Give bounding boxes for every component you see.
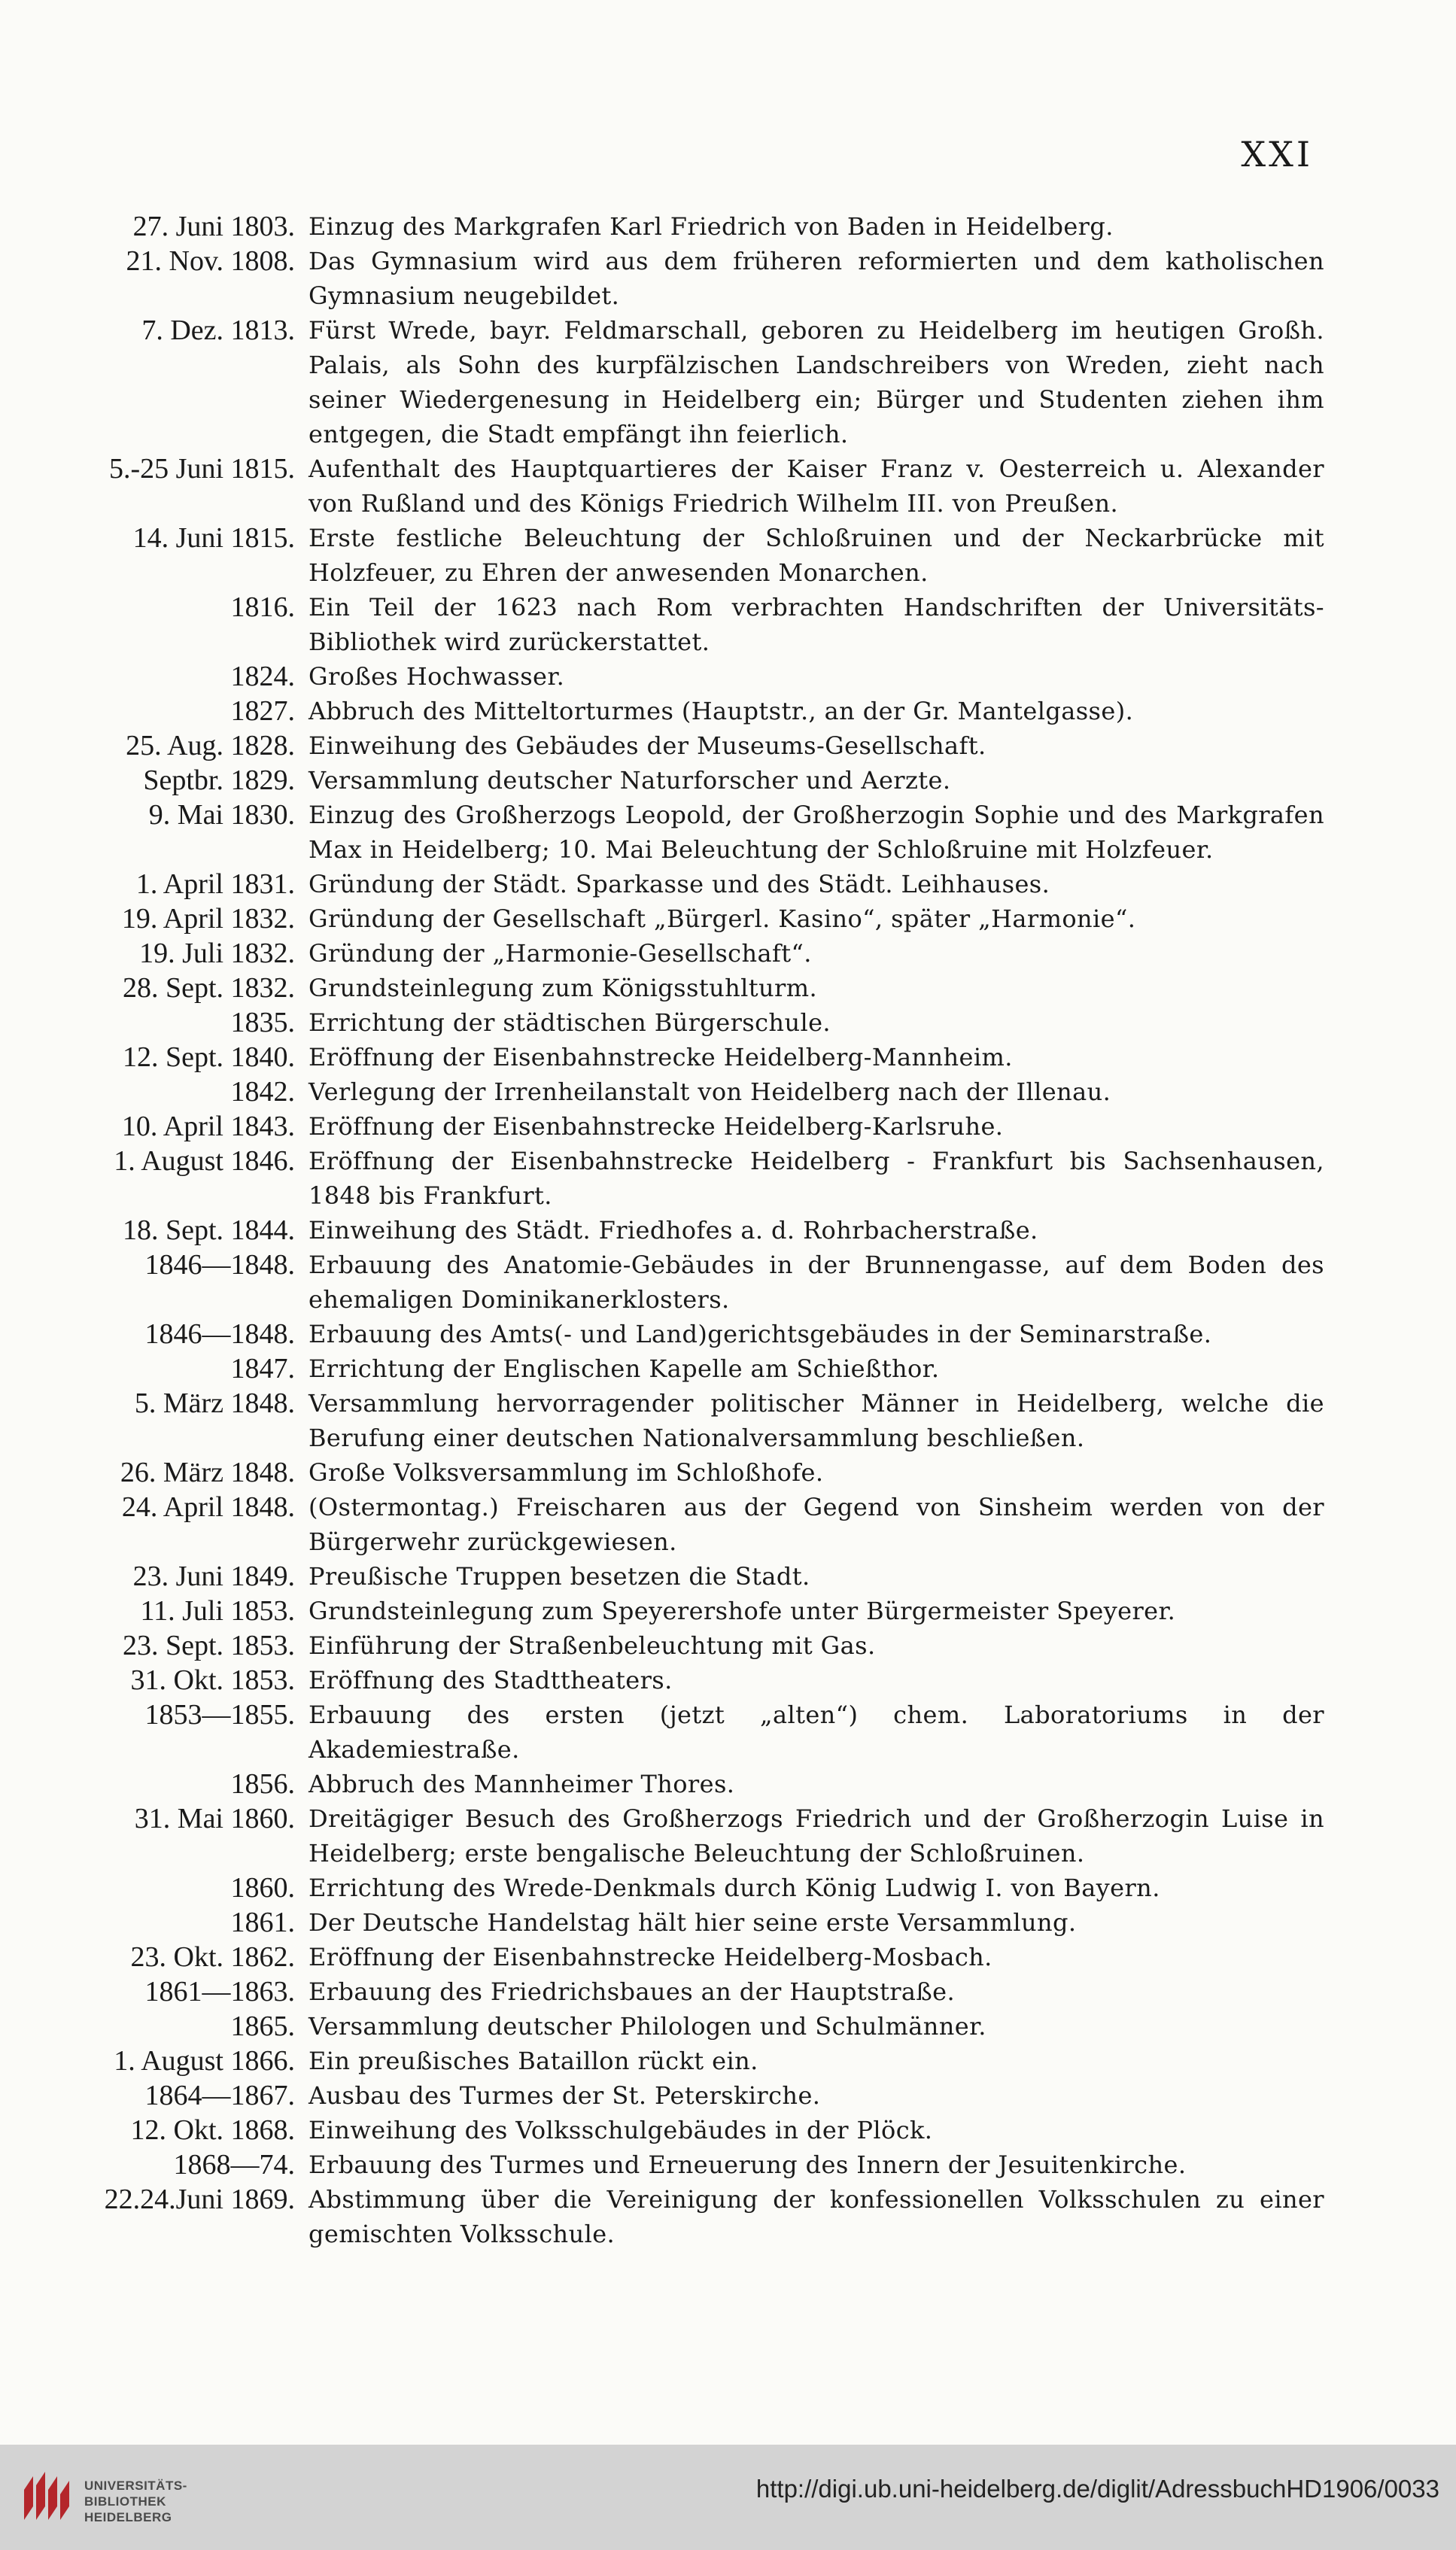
entry-text: Versammlung hervorragender politischer Männer in Heidelberg, welche die Berufung einer deutschen Nationalversammlung beschließen. bbox=[309, 1389, 1324, 1452]
university-library-logo-icon bbox=[17, 2467, 77, 2527]
chronicle-entry bbox=[60, 1317, 1324, 1351]
entry-text: Erbauung des Amts(- und Land)gerichtsgebäudes in der Seminarstraße. bbox=[309, 1320, 1212, 1348]
entry-text: Einführung der Straßenbeleuchtung mit Gas. bbox=[309, 1631, 876, 1660]
chronicle-entry bbox=[60, 659, 1324, 694]
entry-date: 1846—1848. bbox=[144, 1249, 295, 1281]
chronicle-entry bbox=[60, 2009, 1324, 2044]
entry-date: 23. Okt. 1862. bbox=[130, 1941, 295, 1973]
chronicle-entry bbox=[60, 1940, 1324, 1974]
footer-bar bbox=[0, 2445, 1456, 2550]
entry-text: Eröffnung der Eisenbahnstrecke Heidelberg-Karlsruhe. bbox=[309, 1112, 1004, 1141]
chronicle-entry bbox=[60, 901, 1324, 936]
entry-date: 25. Aug. 1828. bbox=[126, 730, 295, 761]
chronicle-entry bbox=[60, 1386, 1324, 1455]
entry-text: Ein preußisches Bataillon rückt ein. bbox=[309, 2047, 758, 2075]
entry-date: 1827. bbox=[230, 695, 295, 727]
entry-date: 19. April 1832. bbox=[121, 903, 295, 935]
chronicle-entry bbox=[60, 1801, 1324, 1871]
chronicle-entry bbox=[60, 1697, 1324, 1767]
entry-date: Septbr. 1829. bbox=[143, 764, 295, 796]
chronicle-entry bbox=[60, 867, 1324, 901]
entry-date: 28. Sept. 1832. bbox=[122, 972, 295, 1004]
entry-text: Große Volksversammlung im Schloßhofe. bbox=[309, 1458, 824, 1487]
entry-text: Verlegung der Irrenheilanstalt von Heidelberg nach der Illenau. bbox=[309, 1077, 1111, 1106]
entry-date: 1865. bbox=[230, 2011, 295, 2042]
entry-date: 1853—1855. bbox=[144, 1699, 295, 1731]
chronicle-entry bbox=[60, 1490, 1324, 1559]
entry-date: 5.-25 Juni 1815. bbox=[109, 453, 295, 485]
entry-date: 26. März 1848. bbox=[120, 1457, 295, 1488]
entry-text: Errichtung des Wrede-Denkmals durch König Ludwig I. von Bayern. bbox=[309, 1874, 1160, 1902]
entry-text: Eröffnung der Eisenbahnstrecke Heidelberg-Mannheim. bbox=[309, 1043, 1013, 1071]
entry-date: 1864—1867. bbox=[144, 2080, 295, 2111]
entry-text: Erbauung des ersten (jetzt „alten“) chem. Laboratoriums in der Akademiestraße. bbox=[309, 1701, 1324, 1764]
entry-date: 24. April 1848. bbox=[121, 1491, 295, 1523]
library-name-line: UNIVERSITÄTS- bbox=[84, 2479, 187, 2493]
entry-date: 1846—1848. bbox=[144, 1318, 295, 1350]
entry-text: Dreitägiger Besuch des Großherzogs Friedrich und der Großherzogin Luise in Heidelberg; erste bengalische Beleuchtung der Schloßruinen. bbox=[309, 1804, 1324, 1868]
entry-date: 31. Mai 1860. bbox=[134, 1803, 295, 1834]
chronicle-entry bbox=[60, 209, 1324, 244]
entry-text: Abstimmung über die Vereinigung der konfessionellen Volksschulen zu einer gemischten Volksschule. bbox=[309, 2185, 1324, 2248]
entry-date: 1868—74. bbox=[173, 2149, 295, 2181]
entry-date: 22.24.Juni 1869. bbox=[104, 2184, 295, 2215]
chronicle-entry bbox=[60, 244, 1324, 313]
chronicle-entry bbox=[60, 590, 1324, 659]
entry-date: 10. April 1843. bbox=[121, 1111, 295, 1142]
chronicle-entry bbox=[60, 1628, 1324, 1663]
entry-text: Aufenthalt des Hauptquartieres der Kaiser Franz v. Oesterreich u. Alexander von Rußland und des Königs Friedrich Wilhelm III. von Preußen. bbox=[309, 454, 1324, 518]
chronicle-entry bbox=[60, 1213, 1324, 1248]
entry-date: 23. Juni 1849. bbox=[132, 1561, 295, 1592]
entry-text: Gründung der „Harmonie-Gesellschaft“. bbox=[309, 939, 812, 968]
chronicle-entry bbox=[60, 1559, 1324, 1594]
entry-text: Grundsteinlegung zum Königsstuhlturm. bbox=[309, 974, 818, 1002]
entry-text: Einweihung des Städt. Friedhofes a. d. Rohrbacherstraße. bbox=[309, 1216, 1038, 1245]
chronicle-entry bbox=[60, 1074, 1324, 1109]
entry-text: Ein Teil der 1623 nach Rom verbrachten Handschriften der Universitäts-Bibliothek wird zurückerstattet. bbox=[309, 593, 1324, 656]
chronicle-entry bbox=[60, 2182, 1324, 2251]
entry-date: 1. August 1866. bbox=[114, 2045, 295, 2077]
entry-text: Fürst Wrede, bayr. Feldmarschall, geboren zu Heidelberg im heutigen Großh. Palais, als Sohn des kurpfälzischen Landschreibers von Wreden, zieht nach seiner Wiedergenesung in Heidelberg ein; Bürger und Studenten ziehen ihm entgegen, die Stadt empfängt ihn feierlich. bbox=[309, 316, 1324, 448]
chronicle-entry bbox=[60, 1144, 1324, 1213]
entry-date: 23. Sept. 1853. bbox=[122, 1630, 295, 1661]
source-url-link[interactable]: http://digi.ub.uni-heidelberg.de/diglit/AdressbuchHD1906/0033 bbox=[755, 2475, 1439, 2503]
chronicle-entry bbox=[60, 1663, 1324, 1697]
entry-date: 7. Dez. 1813. bbox=[141, 315, 295, 346]
entry-date: 18. Sept. 1844. bbox=[122, 1214, 295, 1246]
entry-date: 1816. bbox=[230, 591, 295, 623]
chronicle-entry bbox=[60, 1351, 1324, 1386]
chronicle-entry bbox=[60, 1974, 1324, 2009]
chronicle-entry bbox=[60, 1455, 1324, 1490]
entry-text: Abbruch des Mannheimer Thores. bbox=[309, 1770, 735, 1798]
entry-date: 12. Sept. 1840. bbox=[122, 1041, 295, 1073]
chronicle-entry bbox=[60, 521, 1324, 590]
entry-text: Erbauung des Anatomie-Gebäudes in der Brunnengasse, auf dem Boden des ehemaligen Dominikanerklosters. bbox=[309, 1251, 1324, 1314]
entry-text: Einzug des Großherzogs Leopold, der Großherzogin Sophie und des Markgrafen Max in Heidelberg; 10. Mai Beleuchtung der Schloßruine mit Holzfeuer. bbox=[309, 801, 1324, 864]
library-name bbox=[84, 2478, 187, 2525]
entry-text: Abbruch des Mitteltorturmes (Hauptstr., an der Gr. Mantelgasse). bbox=[309, 697, 1134, 725]
entry-text: Erste festliche Beleuchtung der Schloßruinen und der Neckarbrücke mit Holzfeuer, zu Ehren der anwesenden Monarchen. bbox=[309, 524, 1324, 587]
entry-date: 1835. bbox=[230, 1007, 295, 1038]
chronicle-entry bbox=[60, 451, 1324, 521]
entry-text: Ausbau des Turmes der St. Peterskirche. bbox=[309, 2081, 821, 2110]
entry-date: 1860. bbox=[230, 1872, 295, 1904]
chronicle-entry bbox=[60, 694, 1324, 728]
entry-text: Der Deutsche Handelstag hält hier seine erste Versammlung. bbox=[309, 1908, 1077, 1937]
entry-date: 1856. bbox=[230, 1768, 295, 1800]
chronicle-entry bbox=[60, 1248, 1324, 1317]
entry-text: Einzug des Markgrafen Karl Friedrich von Baden in Heidelberg. bbox=[309, 212, 1114, 241]
entry-date: 1861—1863. bbox=[144, 1976, 295, 2007]
entry-date: 1. April 1831. bbox=[135, 868, 295, 900]
entry-date: 21. Nov. 1808. bbox=[126, 245, 295, 277]
entry-text: Einweihung des Volksschulgebäudes in der Plöck. bbox=[309, 2116, 933, 2144]
entry-text: Versammlung deutscher Philologen und Schulmänner. bbox=[309, 2012, 986, 2041]
entry-text: (Ostermontag.) Freischaren aus der Gegend von Sinsheim werden von der Bürgerwehr zurückgewiesen. bbox=[309, 1493, 1324, 1556]
chronicle-entry bbox=[60, 763, 1324, 798]
entry-date: 1842. bbox=[230, 1076, 295, 1108]
chronicle-entry bbox=[60, 798, 1324, 867]
entry-date: 1. August 1846. bbox=[114, 1145, 295, 1177]
chronicle-entry bbox=[60, 971, 1324, 1005]
entry-text: Das Gymnasium wird aus dem früheren reformierten und dem katholischen Gymnasium neugebildet. bbox=[309, 247, 1324, 310]
entry-text: Eröffnung der Eisenbahnstrecke Heidelberg - Frankfurt bis Sachsenhausen, 1848 bis Frankfurt. bbox=[309, 1147, 1324, 1210]
chronicle-entry bbox=[60, 2078, 1324, 2113]
entry-date: 19. Juli 1832. bbox=[139, 938, 295, 969]
library-name-line: HEIDELBERG bbox=[84, 2510, 172, 2524]
entry-text: Grundsteinlegung zum Speyerershofe unter Bürgermeister Speyerer. bbox=[309, 1597, 1176, 1625]
chronicle-entry bbox=[60, 313, 1324, 451]
entry-text: Eröffnung des Stadttheaters. bbox=[309, 1666, 673, 1694]
entry-text: Gründung der Gesellschaft „Bürgerl. Kasino“, später „Harmonie“. bbox=[309, 904, 1136, 933]
chronicle-entry bbox=[60, 1767, 1324, 1801]
chronicle-entry bbox=[60, 1871, 1324, 1905]
chronicle-entry bbox=[60, 2113, 1324, 2147]
entry-date: 31. Okt. 1853. bbox=[130, 1664, 295, 1696]
chronicle-list bbox=[60, 209, 1324, 2251]
library-name-line: BIBLIOTHEK bbox=[84, 2494, 166, 2509]
entry-date: 1824. bbox=[230, 661, 295, 692]
entry-text: Erbauung des Friedrichsbaues an der Hauptstraße. bbox=[309, 1977, 956, 2006]
chronicle-entry bbox=[60, 2147, 1324, 2182]
chronicle-entry bbox=[60, 2044, 1324, 2078]
entry-date: 11. Juli 1853. bbox=[140, 1595, 295, 1627]
entry-text: Errichtung der Englischen Kapelle am Schießthor. bbox=[309, 1354, 940, 1383]
chronicle-entry bbox=[60, 1594, 1324, 1628]
chronicle-entry bbox=[60, 936, 1324, 971]
chronicle-entry bbox=[60, 1905, 1324, 1940]
page-number: XXI bbox=[1241, 134, 1313, 175]
chronicle-entry bbox=[60, 1040, 1324, 1074]
entry-date: 14. Juni 1815. bbox=[132, 522, 295, 554]
entry-date: 9. Mai 1830. bbox=[148, 799, 295, 831]
chronicle-entry bbox=[60, 1005, 1324, 1040]
entry-text: Preußische Truppen besetzen die Stadt. bbox=[309, 1562, 810, 1591]
chronicle-entry bbox=[60, 728, 1324, 763]
entry-text: Einweihung des Gebäudes der Museums-Gesellschaft. bbox=[309, 731, 986, 760]
entry-text: Großes Hochwasser. bbox=[309, 662, 565, 691]
entry-date: 12. Okt. 1868. bbox=[130, 2114, 295, 2146]
entry-text: Eröffnung der Eisenbahnstrecke Heidelberg-Mosbach. bbox=[309, 1943, 992, 1971]
entry-date: 1861. bbox=[230, 1907, 295, 1938]
entry-text: Versammlung deutscher Naturforscher und Aerzte. bbox=[309, 766, 951, 795]
entry-text: Gründung der Städt. Sparkasse und des Städt. Leihhauses. bbox=[309, 870, 1050, 898]
entry-date: 5. März 1848. bbox=[134, 1387, 295, 1419]
entry-text: Errichtung der städtischen Bürgerschule. bbox=[309, 1008, 831, 1037]
chronicle-entry bbox=[60, 1109, 1324, 1144]
entry-text: Erbauung des Turmes und Erneuerung des Innern der Jesuitenkirche. bbox=[309, 2150, 1187, 2179]
entry-date: 27. Juni 1803. bbox=[132, 211, 295, 242]
entry-date: 1847. bbox=[230, 1353, 295, 1384]
